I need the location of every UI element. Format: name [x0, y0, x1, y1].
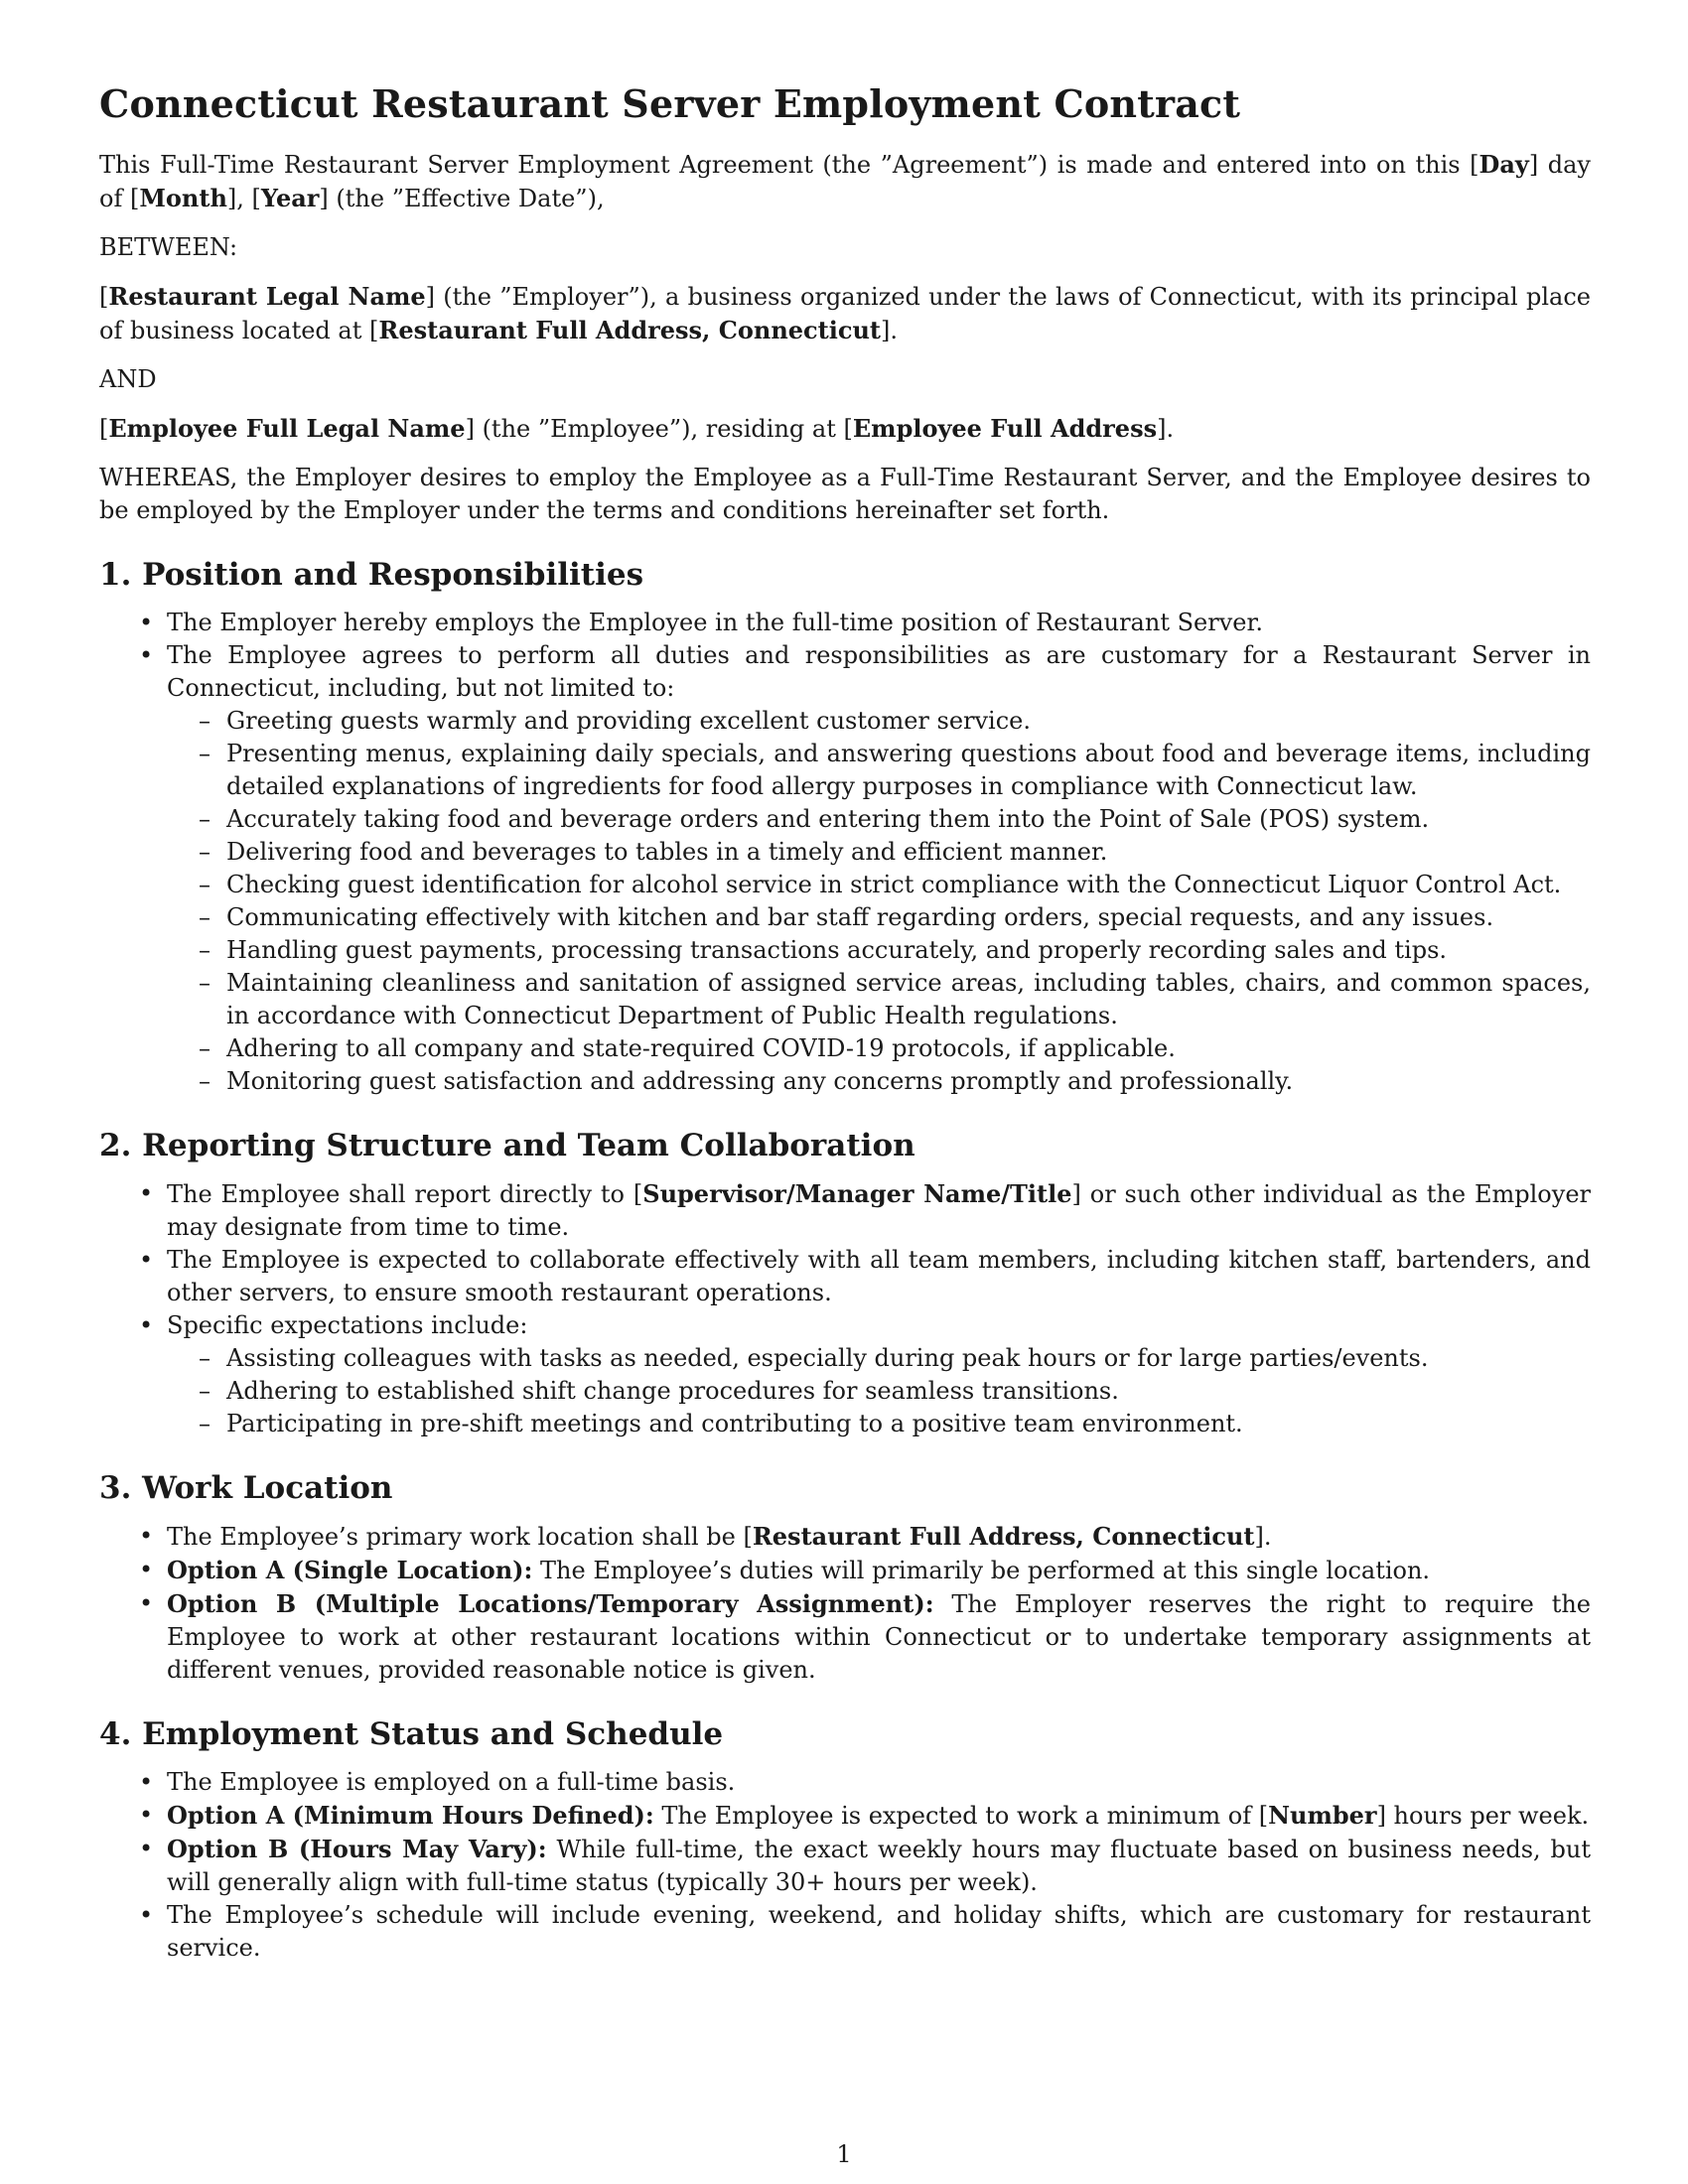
dash-marker: – — [199, 969, 211, 997]
list-item: • Specific expectations include: – Assisting colleagues with tasks as needed, especially during peak hours or for large parties/events. – Adhering to established shift change procedures for seamless transitions. – Participating in pre-shift meetings and contributing to a positive team environment. — [167, 1309, 1591, 1440]
bullet-marker: • — [139, 1801, 154, 1829]
bullet-marker: • — [139, 609, 154, 636]
list-item: • Option B (Hours May Vary): While full-time, the exact weekly hours may fluctuate based on business needs, but will generally align with full-time status (typically 30+ hours per week). — [139, 1835, 1592, 1896]
dash-marker: – — [199, 740, 211, 767]
section-1-list — [99, 607, 1591, 1098]
list-item: • Option A (Minimum Hours Defined): The Employee is expected to work a minimum of [Number] hours per week. — [139, 1801, 1590, 1830]
section-2-list — [99, 1177, 1591, 1440]
dash-marker: – — [199, 1377, 211, 1405]
and-label: AND — [99, 365, 157, 393]
list-item: • The Employee is expected to collaborate effectively with all team members, including kitchen staff, bartenders, and other servers, to ensure smooth restaurant operations. — [139, 1246, 1591, 1306]
bullet-marker: • — [139, 1522, 154, 1550]
section-3-heading: 3. Work Location — [99, 1470, 393, 1506]
employee-name-placeholder: Employee Full Legal Name — [108, 414, 466, 443]
list-item: • The Employee is employed on a full-time basis. — [167, 1766, 1591, 1799]
work-address-placeholder: Restaurant Full Address, Connecticut — [752, 1522, 1255, 1551]
bullet-marker: • — [139, 1768, 154, 1796]
list-item: • The Employee agrees to perform all duties and responsibilities as are customary for a Restaurant Server in Connecticut, including, but not limited to: – Greeting guests warmly and providing excellent customer service. – Presenting menus, explaining daily specials, and answering questions about food and beverage items, including detailed explanations of ingredients for food allergy purposes in compliance with Connecticut law. – Accurately taking food and beverage orders and entering them into the Point of Sale (POS) system. – Delivering food and beverages to tables in a timely and efficient manner. – Checking guest identification for alcohol service in strict compliance with the Connecticut Liquor Control Act. – Communicating effectively with kitchen and bar staff regarding orders, special requests, and any issues. – Handling guest payments, processing transactions accurately, and properly recording sales and tips. – Maintaining cleanliness and sanitation of assigned service areas, including tables, chairs, and common spaces, in accordance with Connecticut Department of Public Health regulations. – Adhering to all company and state-required COVID-19 protocols, if applicable. – Monitoring guest satisfaction and addressing any concerns promptly and professionally. — [167, 639, 1591, 1098]
option-a-label: Option A (Single Location): — [167, 1556, 533, 1584]
list-item: • The Employee shall report directly to [Supervisor/Manager Name/Title] or such other individual as the Employer may designate from time to time. — [139, 1179, 1591, 1241]
section-3-list — [99, 1520, 1591, 1687]
list-item: • Option A (Single Location): The Employee’s duties will primarily be performed at this single location. — [139, 1556, 1431, 1584]
expectations-sublist — [167, 1342, 1591, 1440]
contract-page — [99, 81, 1591, 1965]
sublist-item: – Delivering food and beverages to tables in a timely and efficient manner. — [226, 836, 1591, 869]
dash-marker: – — [199, 1410, 211, 1437]
dash-marker: – — [199, 1344, 211, 1372]
bullet-marker: • — [139, 641, 154, 669]
bullet-marker: • — [139, 1556, 154, 1583]
option-b-label: Option B (Multiple Locations/Temporary Assignment): — [167, 1589, 934, 1618]
dash-marker: – — [199, 903, 211, 931]
bullet-marker: • — [139, 1246, 154, 1274]
section-4-heading: 4. Employment Status and Schedule — [99, 1716, 724, 1752]
section-1-heading: 1. Position and Responsibilities — [99, 557, 644, 593]
dash-marker: – — [199, 838, 211, 866]
bullet-marker: • — [139, 1589, 154, 1617]
bullet-marker: • — [139, 1179, 154, 1207]
sublist-item: – Accurately taking food and beverage orders and entering them into the Point of Sale (POS) system. — [226, 803, 1591, 836]
sublist-item: – Communicating effectively with kitchen and bar staff regarding orders, special requests, and any issues. — [226, 901, 1591, 934]
sublist-item: – Handling guest payments, processing transactions accurately, and properly recording sales and tips. — [226, 934, 1591, 967]
dash-marker: – — [199, 707, 211, 735]
restaurant-name-placeholder: Restaurant Legal Name — [108, 282, 426, 311]
supervisor-placeholder: Supervisor/Manager Name/Title — [642, 1179, 1072, 1208]
month-placeholder: Month — [139, 184, 227, 212]
restaurant-address-placeholder: Restaurant Full Address, Connecticut — [378, 316, 882, 344]
sublist-item: – Monitoring guest satisfaction and addressing any concerns promptly and professionally. — [226, 1065, 1591, 1098]
bullet-marker: • — [139, 1835, 154, 1862]
dash-marker: – — [199, 871, 211, 898]
section-4-list — [99, 1766, 1591, 1965]
intro-paragraph: This Full-Time Restaurant Server Employment Agreement (the ”Agreement”) is made and entered into on this [Day] day of [Month], [Year] (the ”Effective Date”), — [99, 150, 1591, 212]
list-item: • Option B (Multiple Locations/Temporary Assignment): The Employer reserves the right to require the Employee to work at other restaurant locations within Connecticut or to undertake temporary assignments at different venues, provided reasonable notice is given. — [139, 1589, 1591, 1684]
hours-number-placeholder: Number — [1268, 1801, 1377, 1830]
document-title: Connecticut Restaurant Server Employment Contract — [99, 81, 1241, 126]
employee-paragraph: [Employee Full Legal Name] (the ”Employee”), residing at [Employee Full Address]. — [99, 414, 1175, 443]
sublist-item: – Maintaining cleanliness and sanitation of assigned service areas, including tables, chairs, and common spaces, in accordance with Connecticut Department of Public Health regulations. — [199, 969, 1591, 1029]
dash-marker: – — [199, 1067, 211, 1095]
list-item: • The Employer hereby employs the Employee in the full-time position of Restaurant Server. — [167, 607, 1591, 639]
sublist-item: – Assisting colleagues with tasks as needed, especially during peak hours or for large parties/events. — [226, 1342, 1591, 1375]
list-item: • The Employee’s primary work location shall be [Restaurant Full Address, Connecticut]. — [139, 1522, 1272, 1551]
sublist-item: – Presenting menus, explaining daily specials, and answering questions about food and beverage items, including detailed explanations of ingredients for food allergy purposes in compliance with Connecticut law. — [199, 740, 1591, 800]
bullet-marker: • — [139, 1311, 154, 1339]
list-item: • The Employee’s schedule will include evening, weekend, and holiday shifts, which are customary for restaurant service. — [139, 1901, 1591, 1962]
sublist-item: – Adhering to established shift change procedures for seamless transitions. — [226, 1375, 1591, 1408]
whereas-paragraph: WHEREAS, the Employer desires to employ the Employee as a Full-Time Restaurant Server, and the Employee desires to be employed by the Employer under the terms and conditions hereinafter set forth. — [99, 464, 1591, 524]
dash-marker: – — [199, 805, 211, 833]
sublist-item: – Greeting guests warmly and providing excellent customer service. — [226, 705, 1591, 738]
bullet-marker: • — [139, 1901, 154, 1929]
page-number: 1 — [836, 2140, 852, 2168]
day-placeholder: Day — [1478, 150, 1529, 179]
section-2-heading: 2. Reporting Structure and Team Collaboration — [99, 1128, 915, 1163]
year-placeholder: Year — [260, 184, 320, 212]
employer-paragraph: [Restaurant Legal Name] (the ”Employer”), a business organized under the laws of Connecticut, with its principal place of business located at [Restaurant Full Address, Connecticut]. — [99, 282, 1591, 344]
sublist-item: – Participating in pre-shift meetings and contributing to a positive team environment. — [226, 1408, 1591, 1440]
option-a-label: Option A (Minimum Hours Defined): — [167, 1801, 654, 1830]
duties-sublist — [167, 705, 1591, 1098]
employee-address-placeholder: Employee Full Address — [852, 414, 1158, 443]
option-b-label: Option B (Hours May Vary): — [167, 1835, 547, 1863]
dash-marker: – — [199, 936, 211, 964]
sublist-item: – Adhering to all company and state-required COVID-19 protocols, if applicable. — [226, 1032, 1591, 1065]
dash-marker: – — [199, 1034, 211, 1062]
between-label: BETWEEN: — [99, 233, 238, 261]
sublist-item: – Checking guest identification for alcohol service in strict compliance with the Connecticut Liquor Control Act. — [226, 869, 1591, 901]
